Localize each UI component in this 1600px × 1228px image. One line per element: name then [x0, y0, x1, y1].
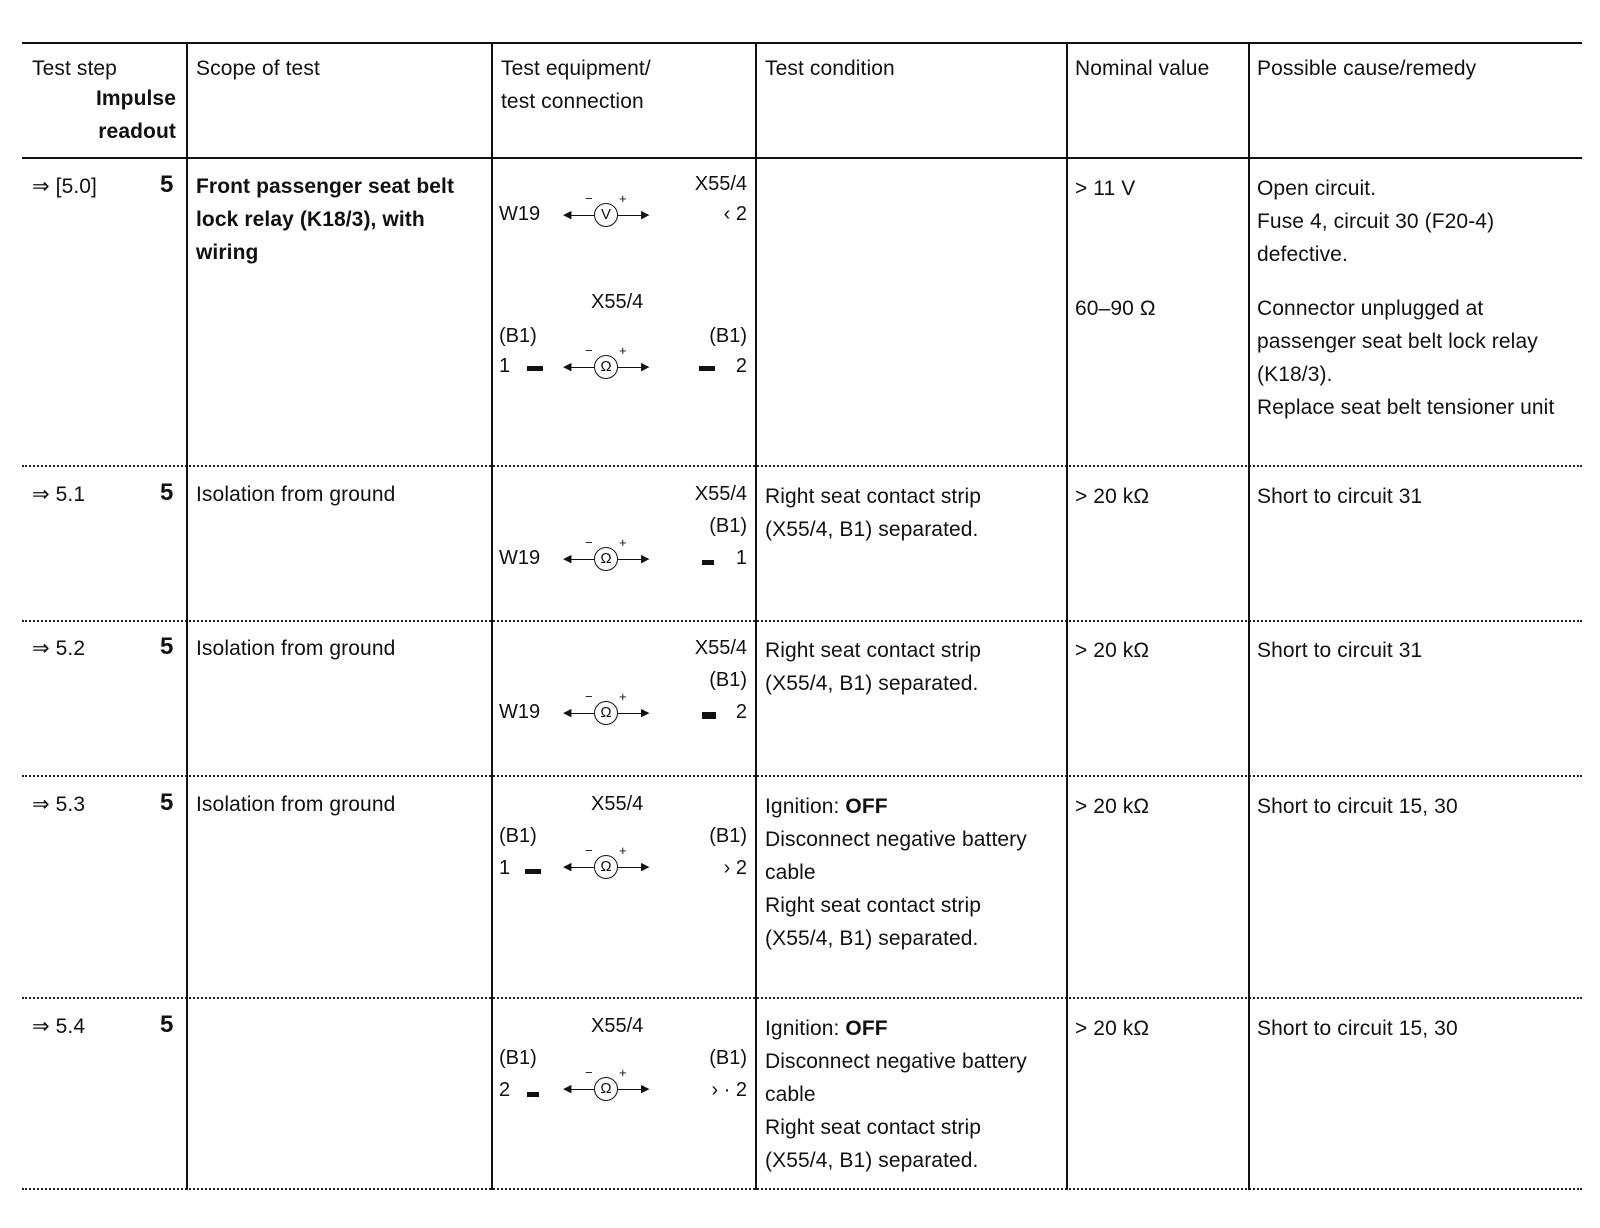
pin-label: › · 2	[711, 1079, 747, 1101]
connector-label: X55/4	[694, 483, 747, 505]
connector-label: W19	[499, 203, 541, 225]
cause-text: Short to circuit 31	[1257, 639, 1423, 662]
connection-diagram	[499, 792, 747, 902]
condition-text: Right seat contact strip (X55/4, B1) separated.	[765, 639, 981, 695]
condition-ignition-label: Ignition:	[765, 1017, 846, 1040]
connector-label: (B1)	[709, 825, 747, 847]
column-divider	[755, 42, 757, 1190]
connector-label: W19	[499, 547, 541, 569]
connector-label: (B1)	[499, 1047, 537, 1069]
plug-icon	[527, 366, 543, 371]
connector-label: X55/4	[591, 1015, 644, 1037]
connection-diagram	[499, 482, 747, 592]
connection-diagram	[499, 1014, 747, 1124]
meter-symbol: Ω	[594, 1077, 618, 1101]
impulse-readout: 5	[160, 479, 174, 506]
row-separator	[22, 997, 1582, 999]
column-divider	[1248, 42, 1250, 1190]
pin-label: 1	[499, 355, 511, 377]
pin-label: 2	[735, 355, 747, 377]
header-test-step: Test step	[32, 57, 117, 80]
column-divider	[491, 42, 493, 1190]
test-step-label: ⇒ 5.1	[32, 483, 86, 506]
header-equipment: Test equipment/ test connection	[501, 57, 651, 113]
connection-diagram	[499, 290, 747, 400]
connector-label: (B1)	[499, 325, 537, 347]
ohmmeter-icon: ◀ ▶ − + Ω	[557, 1074, 657, 1104]
scope-text: Isolation from ground	[196, 637, 396, 660]
nominal-value: > 11 V	[1075, 177, 1136, 200]
ohmmeter-icon: ◀ ▶ − + Ω	[557, 544, 657, 574]
header-cause: Possible cause/remedy	[1257, 57, 1477, 80]
ohmmeter-icon: ◀ ▶ − + Ω	[557, 352, 657, 382]
impulse-readout: 5	[160, 789, 174, 816]
cause-text: Open circuit. Fuse 4, circuit 30 (F20-4) defective.	[1257, 177, 1495, 266]
nominal-value: 60–90 Ω	[1075, 297, 1156, 320]
impulse-readout: 5	[160, 171, 174, 198]
plug-icon	[702, 560, 714, 565]
column-divider	[186, 42, 188, 1190]
header-nominal: Nominal value	[1075, 57, 1210, 80]
condition-text: Disconnect negative battery cable Right seat contact strip (X55/4, B1) separated.	[765, 1050, 1027, 1172]
connector-label: (B1)	[499, 825, 537, 847]
connector-label: (B1)	[709, 669, 747, 691]
meter-symbol: Ω	[594, 701, 618, 725]
meter-symbol: Ω	[594, 855, 618, 879]
pin-label: 1	[499, 857, 511, 879]
scope-text: Isolation from ground	[196, 793, 396, 816]
condition-text: Right seat contact strip (X55/4, B1) separated.	[765, 485, 981, 541]
header-condition: Test condition	[765, 57, 895, 80]
cause-text: Short to circuit 15, 30	[1257, 795, 1458, 818]
test-step-label: ⇒ 5.2	[32, 637, 86, 660]
header-bottom-rule	[22, 157, 1582, 159]
plug-icon	[702, 712, 716, 719]
voltmeter-icon: ◀ ▶ − + V	[557, 200, 657, 230]
pin-label: 2	[499, 1079, 511, 1101]
cause-text: Short to circuit 31	[1257, 485, 1423, 508]
row-separator	[22, 620, 1582, 622]
condition-ignition-label: Ignition:	[765, 795, 846, 818]
pin-label: ‹ 2	[723, 203, 747, 225]
header-scope: Scope of test	[196, 57, 320, 80]
pin-label: 2	[735, 701, 747, 723]
ohmmeter-icon: ◀ ▶ − + Ω	[557, 698, 657, 728]
column-divider	[1066, 42, 1068, 1190]
pin-label: 1	[735, 547, 747, 569]
pin-label: › 2	[723, 857, 747, 879]
connector-label: X55/4	[694, 173, 747, 195]
test-step-label: ⇒ 5.4	[32, 1015, 86, 1038]
connection-diagram	[499, 172, 747, 282]
scope-text: Isolation from ground	[196, 483, 396, 506]
connector-label: (B1)	[709, 1047, 747, 1069]
meter-symbol: Ω	[594, 547, 618, 571]
connector-label: X55/4	[591, 291, 644, 313]
ohmmeter-icon: ◀ ▶ − + Ω	[557, 852, 657, 882]
connector-label: X55/4	[591, 793, 644, 815]
impulse-readout: 5	[160, 1011, 174, 1038]
plug-icon	[527, 1092, 539, 1097]
table-top-rule	[22, 42, 1582, 44]
plug-icon	[525, 869, 541, 874]
connector-label: W19	[499, 701, 541, 723]
test-step-label: ⇒ [5.0]	[32, 175, 97, 198]
cause-text: Connector unplugged at passenger seat belt lock relay (K18/3). Replace seat belt tensioner unit	[1257, 297, 1555, 419]
condition-ignition-state: OFF	[845, 1017, 888, 1040]
connector-label: X55/4	[694, 637, 747, 659]
row-separator	[22, 775, 1582, 777]
meter-symbol: V	[594, 203, 618, 227]
condition-ignition-state: OFF	[845, 795, 888, 818]
connector-label: (B1)	[709, 515, 747, 537]
nominal-value: > 20 kΩ	[1075, 1017, 1150, 1040]
test-step-label: ⇒ 5.3	[32, 793, 86, 816]
impulse-readout: 5	[160, 633, 174, 660]
plug-icon	[699, 366, 715, 371]
nominal-value: > 20 kΩ	[1075, 639, 1150, 662]
condition-text: Disconnect negative battery cable Right seat contact strip (X55/4, B1) separated.	[765, 828, 1027, 950]
header-impulse-readout: Impulse readout	[95, 87, 176, 143]
nominal-value: > 20 kΩ	[1075, 795, 1150, 818]
scope-text: Front passenger seat belt lock relay (K18/3), with wiring	[196, 175, 455, 264]
meter-symbol: Ω	[594, 355, 618, 379]
condition-ignition	[765, 1012, 888, 1045]
nominal-value: > 20 kΩ	[1075, 485, 1150, 508]
table-bottom-rule	[22, 1188, 1582, 1190]
connector-label: (B1)	[709, 325, 747, 347]
condition-ignition	[765, 790, 888, 823]
row-separator	[22, 465, 1582, 467]
cause-text: Short to circuit 15, 30	[1257, 1017, 1458, 1040]
connection-diagram	[499, 636, 747, 746]
